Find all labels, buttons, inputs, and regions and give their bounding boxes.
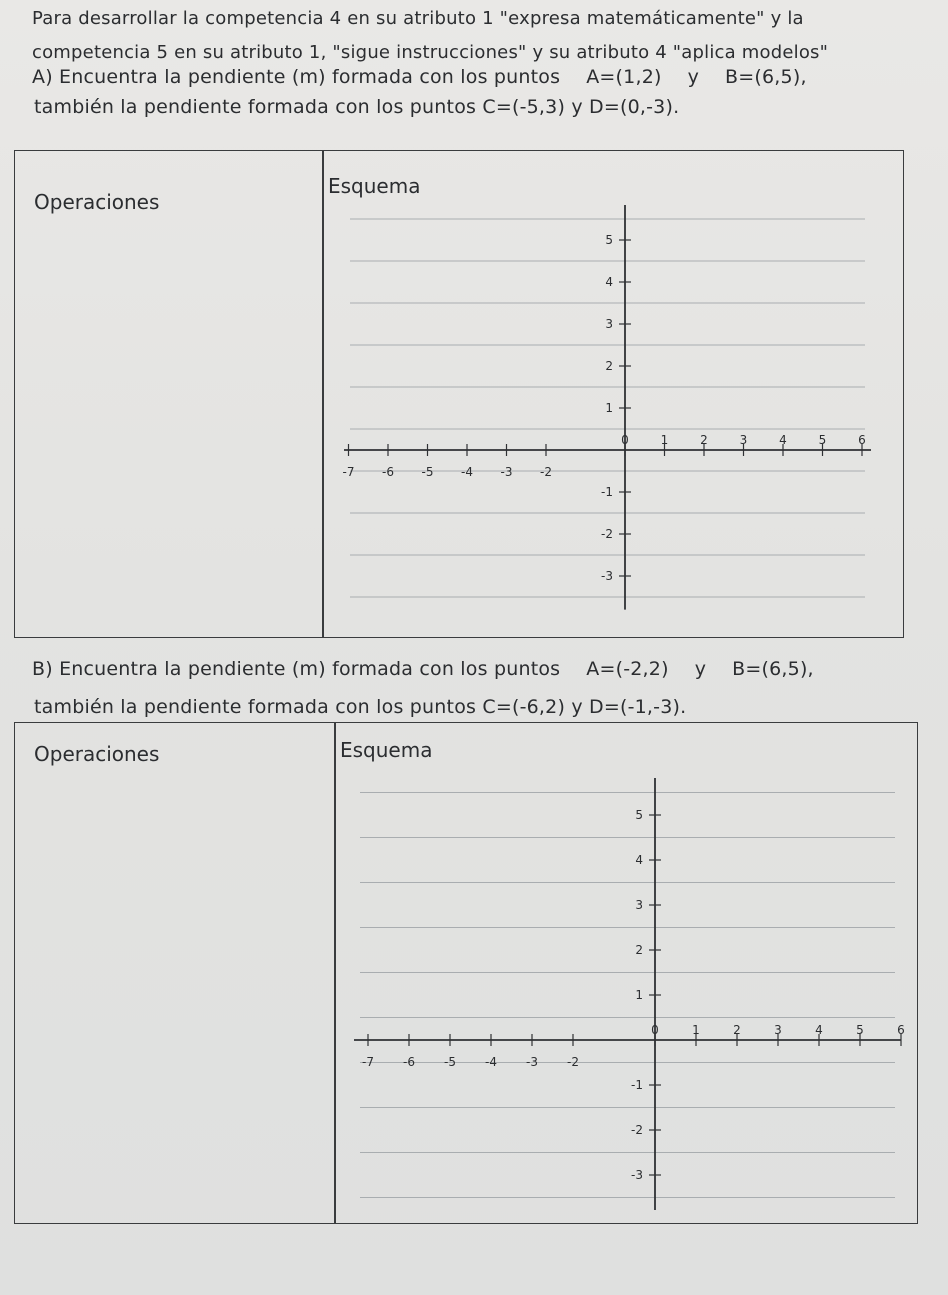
y-tick-label: -3 (601, 569, 613, 583)
y-tick-label: -1 (631, 1078, 643, 1092)
section-a-line-1 (32, 66, 807, 88)
x-tick-label: -5 (421, 465, 434, 479)
y-tick-label: 4 (605, 275, 613, 289)
x-tick-label: 4 (779, 433, 787, 447)
y-tick-label: 5 (605, 233, 613, 247)
y-tick-label: -2 (631, 1123, 643, 1137)
section-a-operaciones-label: Operaciones (34, 190, 160, 214)
x-tick-label: 3 (774, 1023, 782, 1037)
x-tick-label: 0 (651, 1023, 659, 1037)
x-tick-label: 6 (858, 433, 866, 447)
section-b-esquema-label: Esquema (340, 738, 433, 762)
y-tick-label: 1 (605, 401, 613, 415)
section-b-y: y (694, 658, 707, 680)
section-b-divider (334, 722, 336, 1224)
x-tick-label: -3 (526, 1055, 538, 1069)
x-tick-label: 2 (700, 433, 708, 447)
section-a-y: y (687, 66, 700, 88)
section-b-point-c: C=(-6,2) (482, 696, 566, 718)
x-tick-label: 3 (739, 433, 748, 447)
section-b-line-2 (34, 696, 686, 718)
x-tick-label: 1 (660, 433, 669, 447)
y-tick-label: 2 (605, 359, 613, 373)
section-a-point-d: D=(0,-3). (589, 96, 680, 118)
section-b-point-b: B=(6,5), (732, 658, 814, 680)
section-a-point-a: A=(1,2) (586, 66, 662, 88)
x-tick-label: -4 (461, 465, 473, 479)
x-tick-label: 5 (818, 433, 827, 447)
y-tick-label: 5 (635, 808, 643, 822)
section-b-operaciones-label: Operaciones (34, 742, 160, 766)
x-tick-label: 5 (856, 1023, 864, 1037)
section-b-chart (350, 778, 910, 1210)
section-a-prompt-2: también la pendiente formada con los puntos (34, 96, 477, 118)
y-tick-label: 2 (635, 943, 643, 957)
y-tick-label: -2 (601, 527, 613, 541)
section-b-prompt: B) Encuentra la pendiente (m) formada con los puntos (32, 658, 561, 680)
x-tick-label: -3 (500, 465, 513, 479)
section-a-chart (330, 205, 890, 625)
x-tick-label: 1 (692, 1023, 700, 1037)
y-tick-label: 3 (635, 898, 643, 912)
section-b-point-d: D=(-1,-3). (589, 696, 687, 718)
section-b-line-1 (32, 658, 814, 680)
x-tick-label: 2 (733, 1023, 741, 1037)
x-tick-label: -6 (403, 1055, 415, 1069)
x-tick-label: -6 (382, 465, 394, 479)
x-tick-label: -5 (444, 1055, 456, 1069)
x-tick-label: -7 (362, 1055, 374, 1069)
x-tick-label: 4 (815, 1023, 823, 1037)
y-tick-label: 3 (605, 317, 613, 331)
section-b-point-a: A=(-2,2) (586, 658, 669, 680)
y-tick-label: 4 (635, 853, 643, 867)
x-tick-label: 6 (897, 1023, 905, 1037)
section-a-y2: y (571, 96, 583, 118)
x-tick-label: -7 (342, 465, 355, 479)
intro-line-2: competencia 5 en su atributo 1, "sigue instrucciones" y su atributo 4 "aplica modelos" (32, 42, 829, 63)
x-tick-label: 0 (621, 433, 629, 447)
section-a-prompt: A) Encuentra la pendiente (m) formada con los puntos (32, 66, 561, 88)
section-b-y2: y (571, 696, 583, 718)
section-a-point-b: B=(6,5), (725, 66, 807, 88)
section-a-point-c: C=(-5,3) (482, 96, 566, 118)
y-tick-label: -1 (601, 485, 613, 499)
section-a-esquema-label: Esquema (328, 174, 421, 198)
section-a-divider (322, 150, 324, 638)
intro-line-1: Para desarrollar la competencia 4 en su atributo 1 "expresa matemáticamente" y la (32, 8, 804, 29)
y-tick-label: 1 (635, 988, 643, 1002)
x-tick-label: -2 (567, 1055, 579, 1069)
section-a-line-2 (34, 96, 679, 118)
section-b-prompt-2: también la pendiente formada con los puntos (34, 696, 477, 718)
y-tick-label: -3 (631, 1168, 643, 1182)
x-tick-label: -4 (485, 1055, 497, 1069)
x-tick-label: -2 (540, 465, 552, 479)
